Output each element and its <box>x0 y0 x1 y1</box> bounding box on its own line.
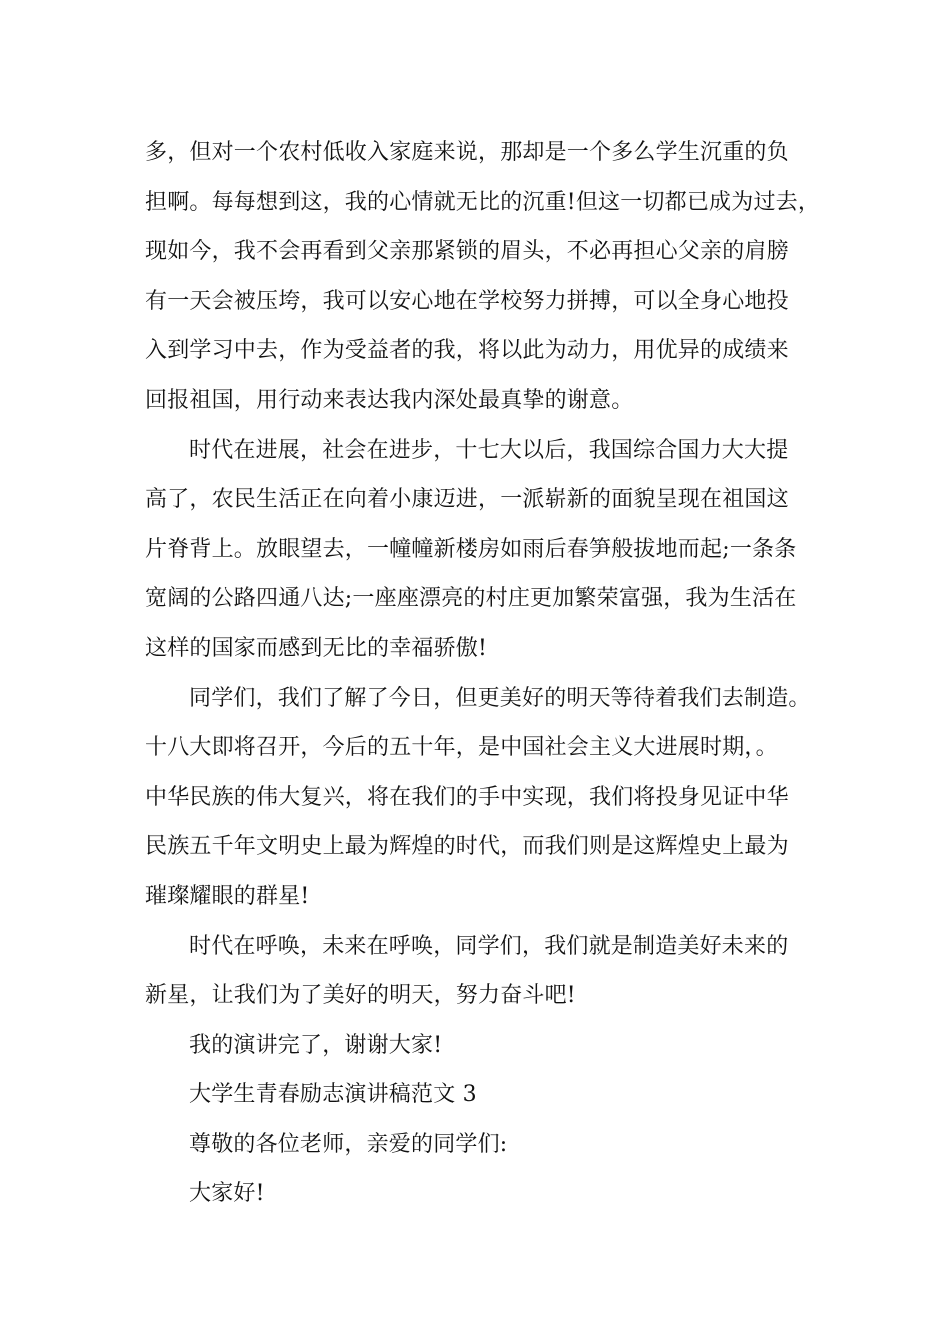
text-line: 宽阔的公路四通八达;一座座漂亮的村庄更加繁荣富强，我为生活在 <box>145 586 797 612</box>
text-line: 片脊背上。放眼望去，一幢幢新楼房如雨后春笋般拔地而起;一条条 <box>145 536 797 562</box>
text-line: 高了，农民生活正在向着小康迈进，一派崭新的面貌呈现在祖国这 <box>145 487 789 513</box>
text-line: 入到学习中去，作为受益者的我，将以此为动力，用优异的成绩来 <box>145 338 789 364</box>
text-line: 时代在呼唤，未来在呼唤，同学们，我们就是制造美好未来的 <box>189 933 789 959</box>
text-line: 大家好! <box>189 1181 265 1207</box>
text-line: 这样的国家而感到无比的幸福骄傲! <box>145 635 488 661</box>
text-line: 中华民族的伟大复兴，将在我们的手中实现，我们将投身见证中华 <box>145 784 789 810</box>
text-line: 回报祖国，用行动来表达我内深处最真挚的谢意。 <box>145 387 634 413</box>
text-line: 同学们，我们了解了今日，但更美好的明天等待着我们去制造。 <box>189 685 811 711</box>
text-line: 担啊。每每想到这，我的心情就无比的沉重!但这一切都已成为过去， <box>145 189 821 215</box>
text-line: 时代在进展，社会在进步，十七大以后，我国综合国力大大提 <box>189 437 789 463</box>
text-line: 尊敬的各位老师，亲爱的同学们: <box>189 1131 508 1157</box>
text-line: 多，但对一个农村低收入家庭来说，那却是一个多么学生沉重的负 <box>145 140 789 165</box>
document-body <box>145 128 825 1219</box>
text-line: 十八大即将召开，今后的五十年，是中国社会主义大进展时期，。 <box>145 735 778 761</box>
text-line: 我的演讲完了，谢谢大家! <box>189 1032 443 1058</box>
text-line: 新星，让我们为了美好的明天，努力奋斗吧! <box>145 983 576 1009</box>
text-line: 有一天会被压垮，我可以安心地在学校努力拼搏，可以全身心地投 <box>145 288 789 314</box>
text-line: 璀璨耀眼的群星! <box>145 883 310 909</box>
text-line: 现如今，我不会再看到父亲那紧锁的眉头，不必再担心父亲的肩膀 <box>145 239 789 265</box>
text-line: 民族五千年文明史上最为辉煌的时代，而我们则是这辉煌史上最为 <box>145 834 789 860</box>
text-line: 大学生青春励志演讲稿范文 3 <box>189 1082 477 1108</box>
